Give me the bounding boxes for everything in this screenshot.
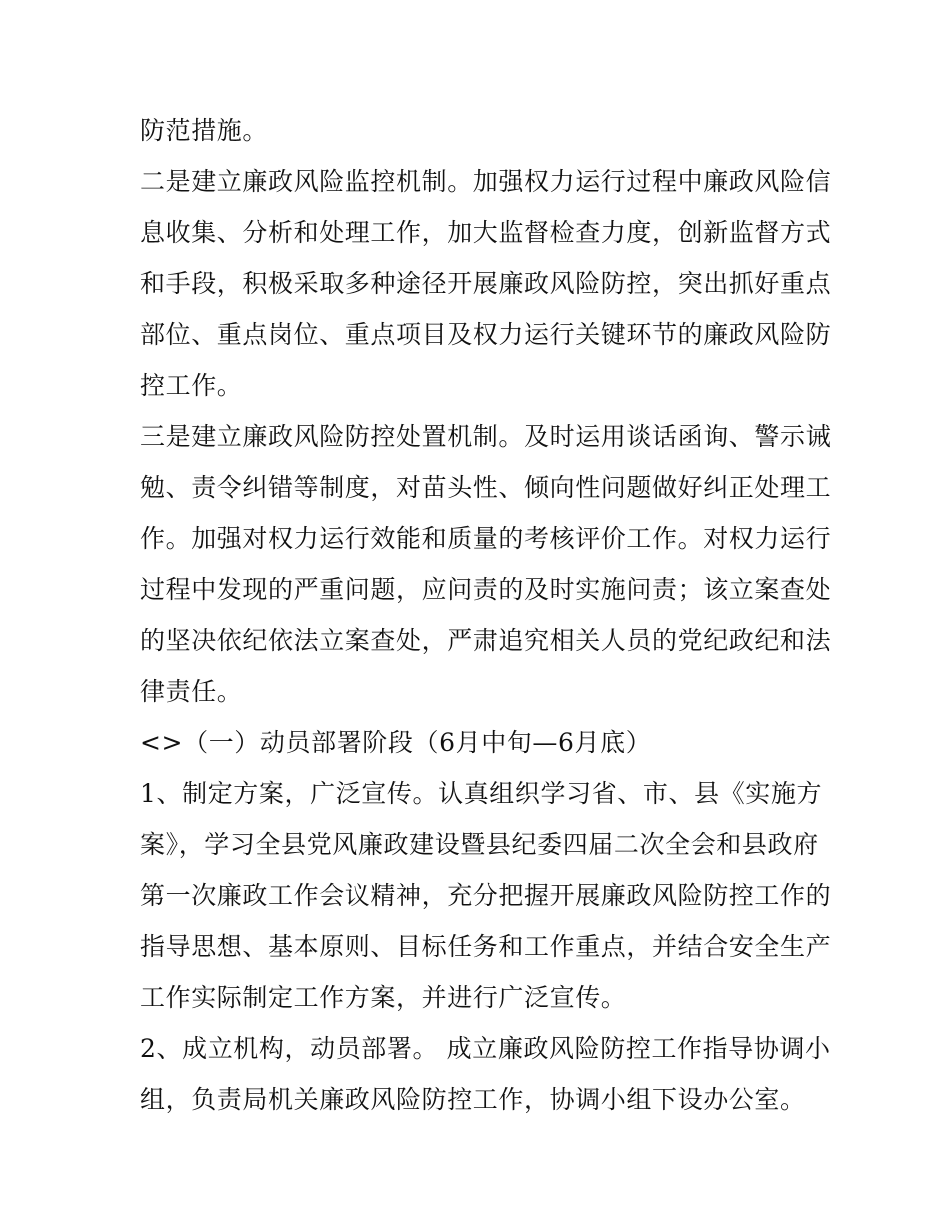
paragraph-measures-end (140, 105, 820, 156)
text-line: 三是建立廉政风险防控处置机制。及时运用谈话函询、警示诫 (140, 422, 832, 451)
text-line: 的坚决依纪依法立案查处，严肃追究相关人员的党纪政纪和法 (140, 626, 832, 655)
document-body (140, 105, 832, 1125)
text-line: 指导思想、基本原则、目标任务和工作重点，并结合安全生产 (140, 932, 832, 961)
text-line: 案》，学习全县党风廉政建设暨县纪委四届二次全会和县政府 (140, 830, 819, 859)
paragraph-monitoring-mechanism (140, 156, 832, 411)
text-line: 部位、重点岗位、重点项目及权力运行关键环节的廉政风险防 (140, 320, 832, 349)
text-line: 工作实际制定工作方案，并进行广泛宣传。 (140, 983, 627, 1012)
text-line: 律责任。 (140, 677, 243, 706)
text-line: 过程中发现的严重问题，应问责的及时实施问责；该立案查处 (140, 575, 832, 604)
text-line: 作。加强对权力运行效能和质量的考核评价工作。对权力运行 (140, 524, 832, 553)
text-line: 防范措施。 (140, 116, 269, 145)
text-line: 二是建立廉政风险监控机制。加强权力运行过程中廉政风险信 (140, 167, 832, 196)
text-line: 组，负责局机关廉政风险防控工作，协调小组下设办公室。 (140, 1085, 806, 1114)
text-line: <>（一）动员部署阶段（6月中旬—6月底） (140, 728, 652, 757)
text-line: 第一次廉政工作会议精神，充分把握开展廉政风险防控工作的 (140, 881, 832, 910)
text-line: 勉、责令纠错等制度，对苗头性、倾向性问题做好纠正处理工 (140, 473, 832, 502)
paragraph-organization-setup (140, 1023, 831, 1125)
text-line: 息收集、分析和处理工作，加大监督检查力度，创新监督方式 (140, 218, 832, 247)
paragraph-plan-and-publicity (140, 768, 832, 1023)
text-line: 控工作。 (140, 371, 243, 400)
text-line: 和手段，积极采取多种途径开展廉政风险防控，突出抓好重点 (140, 269, 832, 298)
section-heading-mobilization-stage (140, 717, 820, 768)
text-line: 2、成立机构，动员部署。 成立廉政风险防控工作指导协调小 (140, 1034, 831, 1063)
paragraph-disposal-mechanism (140, 411, 832, 717)
text-line: 1、制定方案，广泛宣传。认真组织学习省、市、县《实施方 (140, 779, 823, 808)
